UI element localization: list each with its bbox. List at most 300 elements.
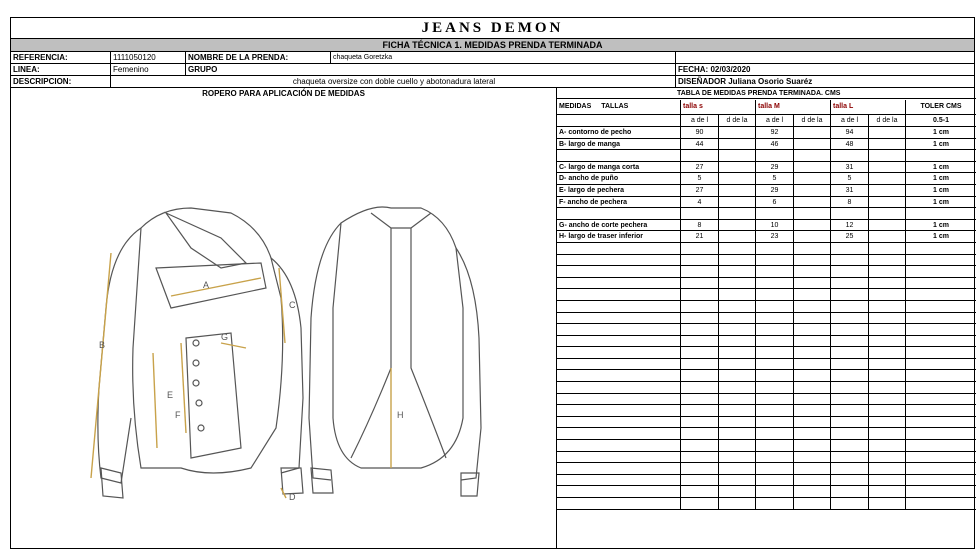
empty-cell <box>794 498 831 509</box>
empty-cell <box>681 428 719 439</box>
empty-cell <box>681 289 719 300</box>
empty-cell <box>557 405 681 416</box>
referencia-label: REFERENCIA: <box>11 52 111 63</box>
brand-title: JEANS DEMON <box>11 18 974 39</box>
empty-cell <box>681 336 719 347</box>
size-m-value <box>756 150 794 161</box>
empty-cell <box>557 428 681 439</box>
table-blank-row <box>557 359 976 371</box>
empty-cell <box>906 278 976 289</box>
empty-cell <box>831 428 869 439</box>
size-m-value: 29 <box>756 185 794 196</box>
subheader-empty <box>557 115 681 126</box>
empty-cell <box>794 313 831 324</box>
empty-cell <box>794 428 831 439</box>
empty-cell <box>756 428 794 439</box>
size-m-value <box>756 208 794 219</box>
info-row-descripcion <box>11 76 974 88</box>
size-l-value <box>831 150 869 161</box>
empty-cell <box>906 347 976 358</box>
empty-cell <box>719 382 756 393</box>
empty-cell <box>676 52 976 63</box>
empty-cell <box>756 359 794 370</box>
table-blank-row <box>557 394 976 406</box>
size-l-header: talla L <box>831 100 906 114</box>
empty-cell <box>557 324 681 335</box>
empty-cell <box>756 336 794 347</box>
empty-cell <box>869 231 906 242</box>
drawing-letter-g: G <box>221 332 229 342</box>
empty-cell <box>794 370 831 381</box>
size-m-value: 46 <box>756 139 794 150</box>
empty-cell <box>557 382 681 393</box>
empty-cell <box>681 452 719 463</box>
size-m-value: 6 <box>756 197 794 208</box>
nombre-value: chaqueta Goretzka <box>331 52 676 63</box>
size-s-value <box>681 150 719 161</box>
empty-cell <box>794 208 831 219</box>
toler-value: 0.5-1 <box>933 117 949 124</box>
empty-cell <box>756 255 794 266</box>
empty-cell <box>756 278 794 289</box>
empty-cell <box>831 382 869 393</box>
empty-cell <box>719 475 756 486</box>
empty-cell <box>831 405 869 416</box>
empty-cell <box>719 289 756 300</box>
empty-cell <box>756 405 794 416</box>
empty-cell <box>869 243 906 254</box>
empty-cell <box>794 266 831 277</box>
empty-cell <box>681 324 719 335</box>
tolerance-value <box>906 150 976 161</box>
size-s-header: talla s <box>681 100 756 114</box>
sheet-title: FICHA TÉCNICA 1. MEDIDAS PRENDA TERMINADA <box>11 39 974 52</box>
empty-cell <box>681 278 719 289</box>
l-ade-header: a de l <box>831 115 869 126</box>
empty-cell <box>831 498 869 509</box>
empty-cell <box>719 394 756 405</box>
empty-cell <box>557 301 681 312</box>
empty-cell <box>719 231 756 242</box>
measurement-table <box>557 88 976 549</box>
table-blank-row <box>557 347 976 359</box>
empty-cell <box>906 417 976 428</box>
empty-cell <box>719 127 756 138</box>
size-m-value: 5 <box>756 173 794 184</box>
empty-cell <box>794 173 831 184</box>
empty-cell <box>557 278 681 289</box>
empty-cell <box>719 185 756 196</box>
empty-cell <box>719 428 756 439</box>
size-s-value: 27 <box>681 162 719 173</box>
empty-cell <box>869 394 906 405</box>
empty-cell <box>869 359 906 370</box>
table-blank-row <box>557 255 976 267</box>
size-s-value: 5 <box>681 173 719 184</box>
linea-value: Femenino <box>111 64 186 75</box>
empty-cell <box>719 336 756 347</box>
size-l-value <box>831 208 869 219</box>
empty-cell <box>794 452 831 463</box>
drawing-letter-h: H <box>397 410 404 420</box>
empty-cell <box>869 185 906 196</box>
table-blank-row <box>557 324 976 336</box>
empty-cell <box>794 463 831 474</box>
size-l-value: 31 <box>831 185 869 196</box>
empty-cell <box>756 289 794 300</box>
size-m-header: talla M <box>756 100 831 114</box>
empty-cell <box>831 452 869 463</box>
empty-cell <box>869 150 906 161</box>
empty-cell <box>719 150 756 161</box>
size-s-value: 8 <box>681 220 719 231</box>
empty-cell <box>869 382 906 393</box>
empty-cell <box>719 313 756 324</box>
empty-cell <box>869 347 906 358</box>
empty-cell <box>831 313 869 324</box>
table-grid <box>557 100 976 510</box>
empty-cell <box>756 440 794 451</box>
empty-cell <box>869 370 906 381</box>
empty-cell <box>681 475 719 486</box>
size-l-value: 31 <box>831 162 869 173</box>
empty-cell <box>794 231 831 242</box>
empty-cell <box>906 266 976 277</box>
empty-cell <box>831 347 869 358</box>
empty-cell <box>756 243 794 254</box>
empty-cell <box>794 185 831 196</box>
size-l-value: 5 <box>831 173 869 184</box>
empty-cell <box>906 324 976 335</box>
table-title: TABLA DE MEDIDAS PRENDA TERMINADA. CMS <box>557 88 976 99</box>
table-blank-row <box>557 463 976 475</box>
empty-cell <box>756 475 794 486</box>
jacket-drawing <box>71 168 491 508</box>
empty-cell <box>719 266 756 277</box>
table-blank-row <box>557 452 976 464</box>
medidas-tallas-header <box>557 100 681 114</box>
empty-cell <box>831 359 869 370</box>
s-ade-header: a de l <box>681 115 719 126</box>
table-row <box>557 150 976 162</box>
tolerance-value <box>906 208 976 219</box>
table-blank-row <box>557 370 976 382</box>
empty-cell <box>681 301 719 312</box>
empty-cell <box>719 370 756 381</box>
empty-cell <box>719 208 756 219</box>
disenador-label: DISEÑADOR Juliana Osorio Suaréz <box>678 77 813 86</box>
empty-cell <box>794 127 831 138</box>
empty-cell <box>681 359 719 370</box>
size-l-value: 12 <box>831 220 869 231</box>
empty-cell <box>906 382 976 393</box>
empty-cell <box>869 417 906 428</box>
empty-cell <box>719 359 756 370</box>
empty-cell <box>756 324 794 335</box>
size-s-value: 27 <box>681 185 719 196</box>
empty-cell <box>756 452 794 463</box>
empty-cell <box>869 127 906 138</box>
medidas-label: MEDIDAS <box>559 103 592 110</box>
grupo-label: GRUPO <box>186 64 676 75</box>
empty-cell <box>794 324 831 335</box>
empty-cell <box>756 486 794 497</box>
empty-cell <box>557 417 681 428</box>
empty-cell <box>794 394 831 405</box>
size-m-value: 29 <box>756 162 794 173</box>
empty-cell <box>794 440 831 451</box>
size-l-value: 48 <box>831 139 869 150</box>
table-row <box>557 231 976 243</box>
empty-cell <box>681 313 719 324</box>
size-m-value: 23 <box>756 231 794 242</box>
s-dde-header: d de la <box>719 115 756 126</box>
drawing-letter-e: E <box>167 390 174 400</box>
table-blank-row <box>557 278 976 290</box>
empty-cell <box>719 173 756 184</box>
empty-cell <box>794 336 831 347</box>
table-blank-row <box>557 266 976 278</box>
empty-cell <box>794 255 831 266</box>
measure-label: A- contorno de pecho <box>557 127 681 138</box>
measure-label: H- largo de traser inferior <box>557 231 681 242</box>
empty-cell <box>681 255 719 266</box>
empty-cell <box>719 486 756 497</box>
size-s-value: 44 <box>681 139 719 150</box>
size-s-value <box>681 208 719 219</box>
empty-cell <box>869 324 906 335</box>
info-row-referencia <box>11 52 974 64</box>
empty-cell <box>794 243 831 254</box>
empty-cell <box>906 289 976 300</box>
table-blank-row <box>557 440 976 452</box>
empty-cell <box>794 405 831 416</box>
empty-cell <box>869 405 906 416</box>
measure-label: F- ancho de pechera <box>557 197 681 208</box>
tolerance-value: 1 cm <box>933 221 949 229</box>
empty-cell <box>794 197 831 208</box>
empty-cell <box>906 452 976 463</box>
empty-cell <box>719 220 756 231</box>
tolerance-value: 1 cm <box>933 140 949 148</box>
empty-cell <box>794 150 831 161</box>
empty-cell <box>831 266 869 277</box>
empty-cell <box>869 173 906 184</box>
tolerance-value: 1 cm <box>933 129 949 136</box>
empty-cell <box>681 266 719 277</box>
empty-cell <box>869 139 906 150</box>
empty-cell <box>719 278 756 289</box>
empty-cell <box>831 324 869 335</box>
drawing-title: ROPERO PARA APLICACIÓN DE MEDIDAS <box>202 89 365 98</box>
empty-cell <box>681 417 719 428</box>
tallas-label: TALLAS <box>601 103 629 110</box>
empty-cell <box>756 463 794 474</box>
empty-cell <box>719 405 756 416</box>
empty-cell <box>719 139 756 150</box>
empty-cell <box>681 394 719 405</box>
empty-cell <box>794 359 831 370</box>
empty-cell <box>869 208 906 219</box>
empty-cell <box>557 370 681 381</box>
toler-header: TOLER CMS <box>920 103 962 110</box>
table-blank-row <box>557 405 976 417</box>
empty-cell <box>831 255 869 266</box>
empty-cell <box>756 266 794 277</box>
size-l-value: 25 <box>831 231 869 242</box>
empty-cell <box>906 313 976 324</box>
empty-cell <box>906 243 976 254</box>
empty-cell <box>719 301 756 312</box>
table-subheader-row <box>557 115 976 127</box>
empty-cell <box>756 382 794 393</box>
measure-label: D- ancho de puño <box>557 173 681 184</box>
empty-cell <box>869 220 906 231</box>
empty-cell <box>756 313 794 324</box>
empty-cell <box>719 440 756 451</box>
empty-cell <box>719 243 756 254</box>
empty-cell <box>681 486 719 497</box>
empty-cell <box>869 486 906 497</box>
table-blank-row <box>557 313 976 325</box>
empty-cell <box>719 324 756 335</box>
l-dde-header: d de la <box>869 115 906 126</box>
empty-cell <box>557 347 681 358</box>
empty-cell <box>719 162 756 173</box>
empty-cell <box>794 220 831 231</box>
empty-cell <box>869 278 906 289</box>
empty-cell <box>719 255 756 266</box>
empty-cell <box>831 289 869 300</box>
empty-cell <box>906 394 976 405</box>
empty-cell <box>906 405 976 416</box>
empty-cell <box>794 289 831 300</box>
empty-cell <box>719 498 756 509</box>
empty-cell <box>756 394 794 405</box>
empty-cell <box>681 440 719 451</box>
empty-cell <box>906 440 976 451</box>
table-header-row <box>557 100 976 115</box>
empty-cell <box>831 486 869 497</box>
drawing-pane <box>11 88 557 549</box>
table-row <box>557 220 976 232</box>
empty-cell <box>794 486 831 497</box>
empty-cell <box>794 139 831 150</box>
table-blank-row <box>557 301 976 313</box>
empty-cell <box>869 266 906 277</box>
size-s-value: 21 <box>681 231 719 242</box>
empty-cell <box>906 301 976 312</box>
empty-cell <box>869 289 906 300</box>
empty-cell <box>557 486 681 497</box>
empty-cell <box>831 463 869 474</box>
info-row-linea <box>11 64 974 76</box>
empty-cell <box>869 498 906 509</box>
drawing-letter-b: B <box>99 340 106 350</box>
empty-cell <box>681 370 719 381</box>
empty-cell <box>794 301 831 312</box>
empty-cell <box>794 278 831 289</box>
table-blank-row <box>557 498 976 510</box>
empty-cell <box>831 301 869 312</box>
empty-cell <box>557 463 681 474</box>
empty-cell <box>719 417 756 428</box>
empty-cell <box>869 463 906 474</box>
empty-cell <box>831 243 869 254</box>
table-blank-row <box>557 289 976 301</box>
empty-cell <box>681 463 719 474</box>
empty-cell <box>557 440 681 451</box>
size-m-value: 92 <box>756 127 794 138</box>
drawing-letter-a: A <box>203 280 210 290</box>
table-blank-row <box>557 417 976 429</box>
empty-cell <box>557 266 681 277</box>
empty-cell <box>869 197 906 208</box>
drawing-letter-f: F <box>175 410 181 420</box>
empty-cell <box>557 289 681 300</box>
empty-cell <box>681 347 719 358</box>
table-row <box>557 139 976 151</box>
table-blank-row <box>557 382 976 394</box>
empty-cell <box>906 498 976 509</box>
empty-cell <box>719 197 756 208</box>
empty-cell <box>831 475 869 486</box>
empty-cell <box>831 394 869 405</box>
table-row <box>557 197 976 209</box>
empty-cell <box>869 452 906 463</box>
tolerance-value: 1 cm <box>933 233 949 241</box>
size-s-value: 90 <box>681 127 719 138</box>
empty-cell <box>869 301 906 312</box>
measure-label <box>557 208 681 219</box>
empty-cell <box>869 440 906 451</box>
empty-cell <box>906 475 976 486</box>
table-row <box>557 208 976 220</box>
empty-cell <box>794 417 831 428</box>
fecha-label: FECHA: 02/03/2020 <box>678 65 751 74</box>
empty-cell <box>557 313 681 324</box>
size-l-value: 8 <box>831 197 869 208</box>
table-row <box>557 173 976 185</box>
empty-cell <box>557 255 681 266</box>
empty-cell <box>794 382 831 393</box>
measure-label: E- largo de pechera <box>557 185 681 196</box>
referencia-value: 1111050120 <box>111 52 186 63</box>
empty-cell <box>831 278 869 289</box>
empty-cell <box>557 336 681 347</box>
empty-cell <box>719 463 756 474</box>
empty-cell <box>756 370 794 381</box>
empty-cell <box>906 463 976 474</box>
empty-cell <box>831 336 869 347</box>
empty-cell <box>794 162 831 173</box>
empty-cell <box>794 475 831 486</box>
empty-cell <box>557 452 681 463</box>
measure-label: C- largo de manga corta <box>557 162 681 173</box>
descripcion-value: chaqueta oversize con doble cuello y abotonadura lateral <box>111 76 676 87</box>
drawing-letter-d: D <box>289 492 296 502</box>
empty-cell <box>869 428 906 439</box>
empty-cell <box>906 359 976 370</box>
empty-cell <box>557 359 681 370</box>
empty-cell <box>831 370 869 381</box>
table-row <box>557 185 976 197</box>
empty-cell <box>557 394 681 405</box>
tolerance-value: 1 cm <box>933 186 949 194</box>
empty-cell <box>756 347 794 358</box>
measure-label: B- largo de manga <box>557 139 681 150</box>
table-row <box>557 162 976 174</box>
